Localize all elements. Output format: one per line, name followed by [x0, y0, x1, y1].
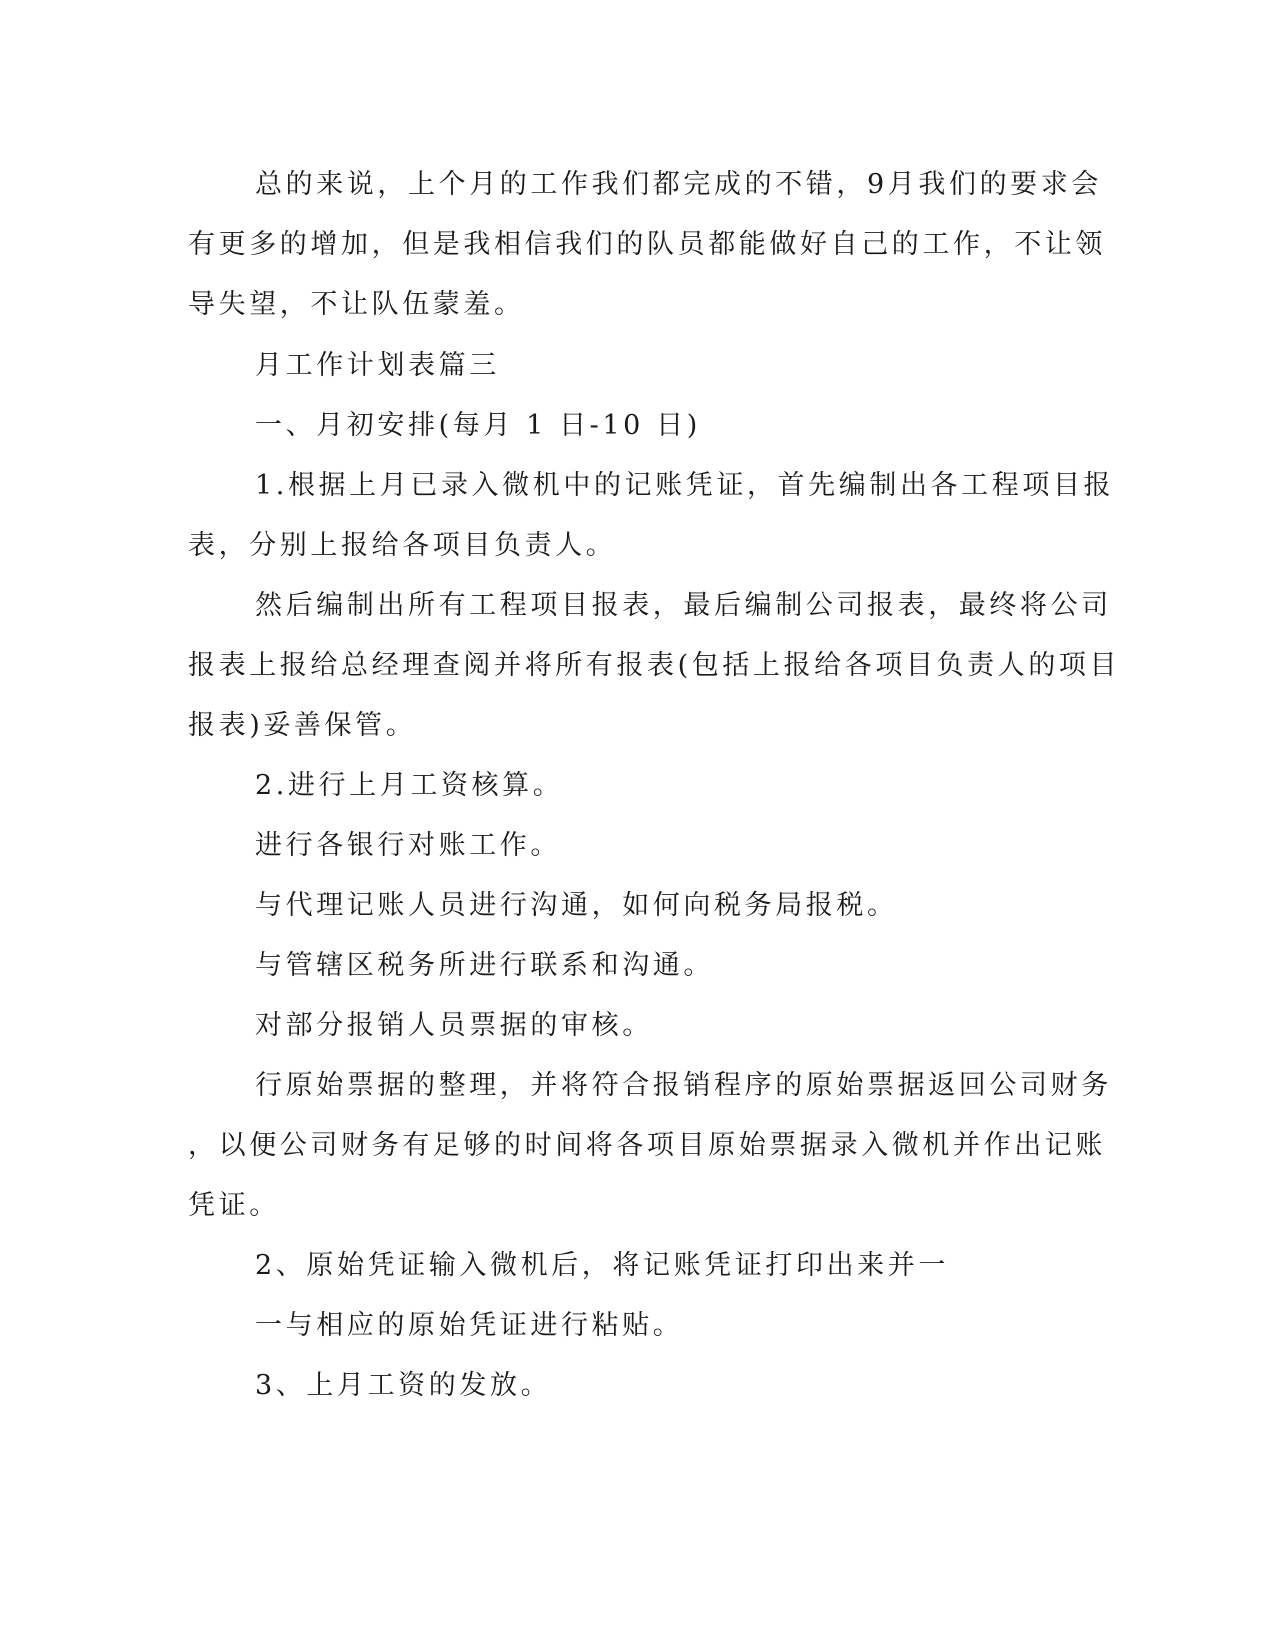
- paragraph-line: 导失望，不让队伍蒙羞。: [188, 289, 525, 320]
- subsection-heading: 一、月初安排(每月 1 日-10 日): [255, 410, 701, 441]
- paragraph-line: 1.根据上月已录入微机中的记账凭证，首先编制出各工程项目报: [255, 470, 1115, 501]
- paragraph-line: 凭证。: [188, 1190, 280, 1221]
- paragraph-line: 报表上报给总经理查阅并将所有报表(包括上报给各项目负责人的项目: [188, 650, 1121, 681]
- paragraph-line: 然后编制出所有工程项目报表，最后编制公司报表，最终将公司: [255, 590, 1112, 621]
- paragraph-line: 2、原始凭证输入微机后，将记账凭证打印出来并一: [255, 1250, 949, 1281]
- paragraph-line: 与代理记账人员进行沟通，如何向税务局报税。: [255, 890, 898, 921]
- paragraph-line: 总的来说，上个月的工作我们都完成的不错，9月我们的要求会: [255, 169, 1102, 200]
- paragraph-line: 3、上月工资的发放。: [255, 1370, 552, 1401]
- paragraph-line: 进行各银行对账工作。: [255, 830, 561, 861]
- paragraph-line: 对部分报销人员票据的审核。: [255, 1010, 653, 1041]
- paragraph-line: 报表)妥善保管。: [188, 710, 417, 741]
- paragraph-line: 行原始票据的整理，并将符合报销程序的原始票据返回公司财务: [255, 1070, 1112, 1101]
- paragraph-line: 有更多的增加，但是我相信我们的队员都能做好自己的工作，不让领: [188, 229, 1106, 260]
- paragraph-line: 表，分别上报给各项目负责人。: [188, 530, 617, 561]
- paragraph-line: ，以便公司财务有足够的时间将各项目原始票据录入微机并作出记账: [188, 1130, 1106, 1161]
- paragraph-line: 与管辖区税务所进行联系和沟通。: [255, 950, 714, 981]
- section-heading: 月工作计划表篇三: [255, 350, 500, 381]
- paragraph-line: 2.进行上月工资核算。: [255, 770, 564, 801]
- paragraph-line: 一与相应的原始凭证进行粘贴。: [255, 1310, 684, 1341]
